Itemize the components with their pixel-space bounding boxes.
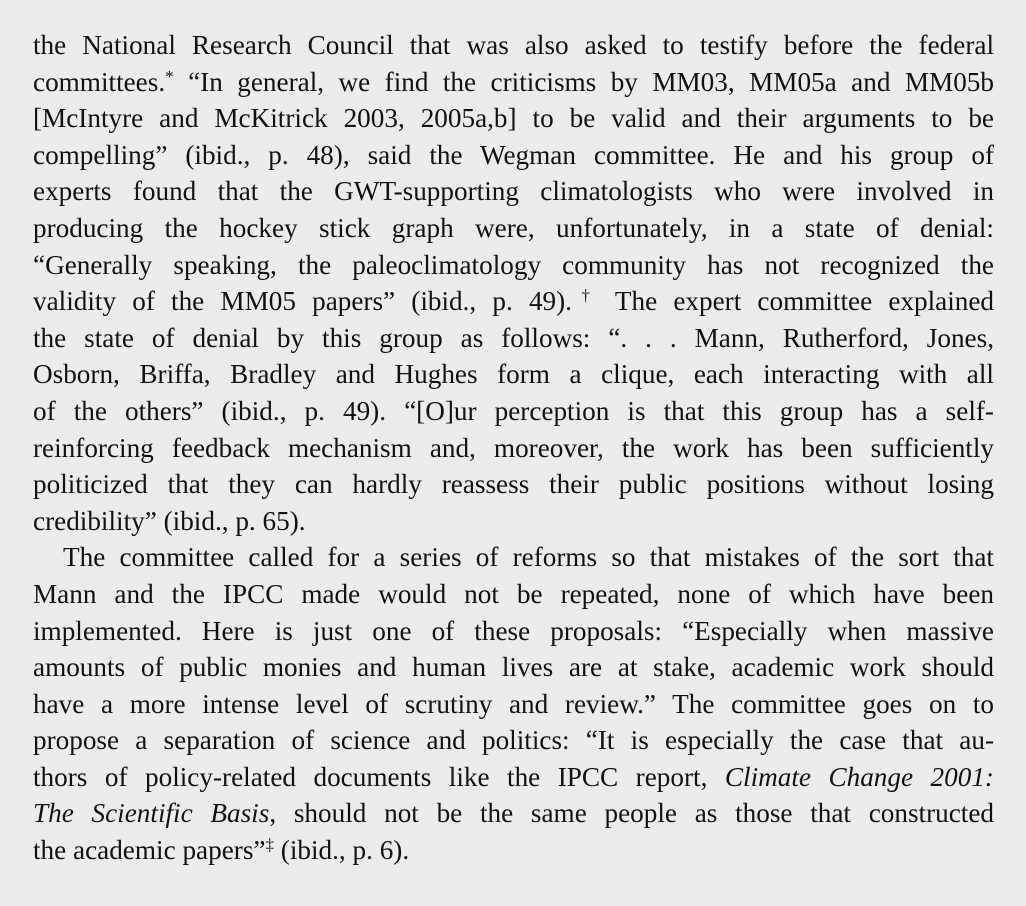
- text-line: propose a separation of science and politics: “It is especially the case that au-: [33, 725, 994, 756]
- paragraph-2: [33, 539, 994, 868]
- text-line: the National Research Council that was also asked to testify before the federal: [33, 30, 994, 60]
- text-line: The Scientific Basis, should not be the same people as those that constructed: [33, 798, 995, 829]
- text-line: validity of the MM05 papers” (ibid., p. 49).† The expert committee explained: [33, 286, 995, 317]
- text-line: producing the hockey stick graph were, unfortunately, in a state of denial:: [33, 212, 994, 243]
- text-line: Osborn, Briffa, Bradley and Hughes form a clique, each interacting with all: [33, 359, 994, 390]
- text-line: reinforcing feedback mechanism and, moreover, the work has been sufficiently: [33, 432, 994, 463]
- footnote-marker-double-dagger[interactable]: ‡: [265, 835, 274, 855]
- text-line: committees.* “In general, we find the criticisms by MM03, MM05a and MM05b: [33, 66, 994, 97]
- body-text: [33, 27, 994, 869]
- text-line: credibility” (ibid., p. 65).: [33, 505, 306, 536]
- text-line: of the others” (ibid., p. 49). “[O]ur perception is that this group has a self-: [33, 395, 994, 426]
- text-line: the state of denial by this group as follows: “. . . Mann, Rutherford, Jones,: [33, 322, 994, 353]
- text-line: amounts of public monies and human lives are at stake, academic work should: [33, 652, 994, 683]
- footnote-marker-asterisk[interactable]: *: [165, 66, 174, 86]
- book-title-italic: The Scientific Basis: [33, 798, 270, 829]
- text-line: The committee called for a series of reforms so that mistakes of the sort that: [63, 542, 994, 573]
- footnote-marker-dagger[interactable]: †: [571, 286, 600, 306]
- text-line: have a more intense level of scrutiny and review.” The committee goes on to: [33, 688, 994, 719]
- text-line: compelling” (ibid., p. 48), said the Wegman committee. He and his group of: [33, 139, 994, 170]
- text-line: thors of policy-related documents like the IPCC report, Climate Change 2001:: [33, 761, 994, 792]
- text-line: implemented. Here is just one of these proposals: “Especially when massive: [33, 615, 994, 646]
- text-line: [McIntyre and McKitrick 2003, 2005a,b] to be valid and their arguments to be: [33, 103, 994, 134]
- text-line: Mann and the IPCC made would not be repeated, none of which have been: [33, 578, 994, 609]
- paragraph-1: [33, 27, 994, 539]
- text-line: experts found that the GWT-supporting climatologists who were involved in: [33, 176, 994, 207]
- text-line: politicized that they can hardly reassess their public positions without losing: [33, 469, 994, 500]
- text-line: the academic papers”‡ (ibid., p. 6).: [33, 835, 410, 866]
- text-line: “Generally speaking, the paleoclimatology community has not recognized the: [33, 249, 994, 280]
- book-title-italic: Climate Change 2001:: [724, 761, 994, 792]
